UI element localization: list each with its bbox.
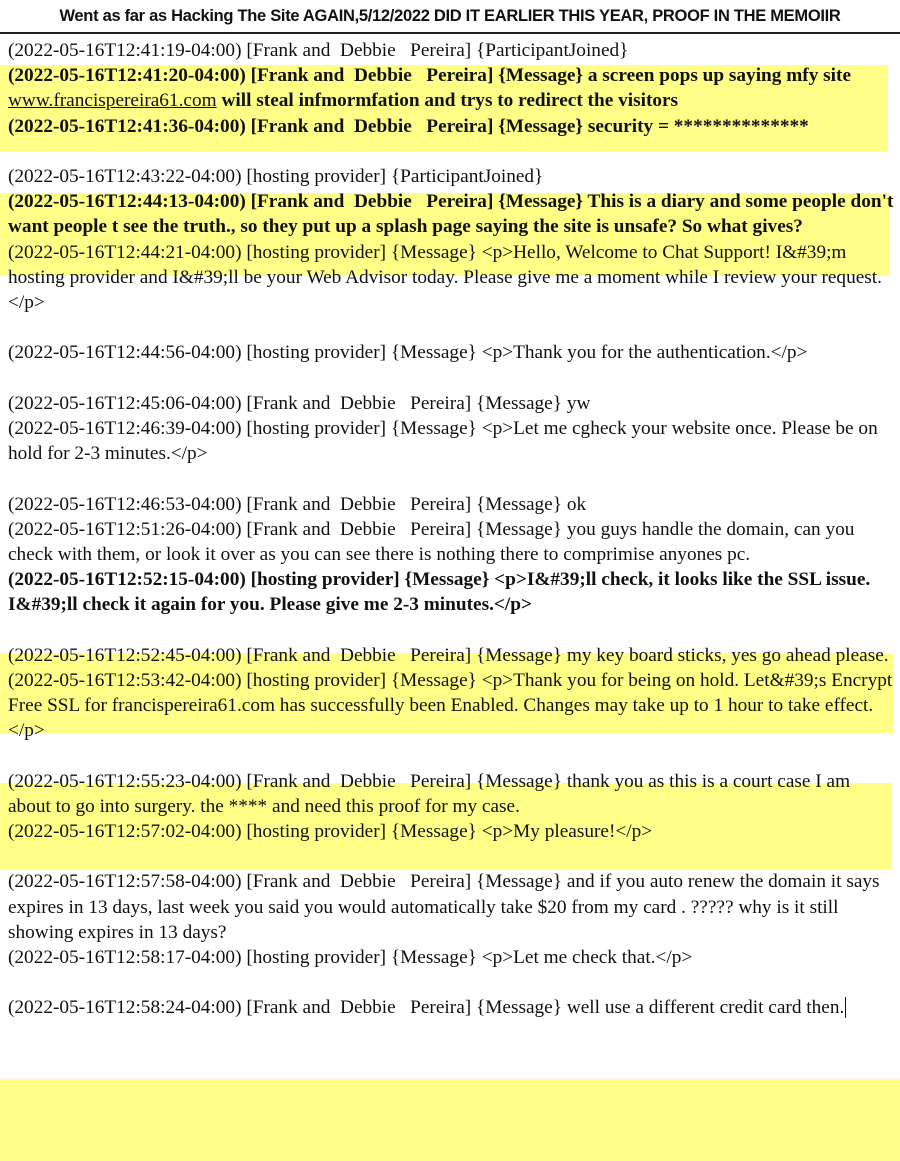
entry-event-type: {Message}: [390, 418, 477, 439]
entry-message: <p>Let me check that.</p>: [481, 947, 693, 969]
entry-event-type: {Message}: [498, 115, 584, 137]
entry-message: thank you as this is a court case I am about to go into surgery. the **** and need this proof for my case.: [8, 770, 851, 817]
entry-event-type: {Message}: [476, 871, 562, 893]
entry-message: This is a diary and some people don't want people t see the truth., so they put up a splash page saying the site is unsafe? So what gives?: [8, 191, 894, 238]
entry-message: yw: [566, 392, 591, 414]
entry-timestamp: (2022-05-16T12:46:53-04:00): [8, 493, 242, 515]
entry-message: <p>My pleasure!</p>: [481, 821, 653, 843]
entry-timestamp: (2022-05-16T12:41:36-04:00): [8, 115, 246, 137]
entry-participant: [Frank and Debbie Pereira]: [246, 392, 472, 414]
entry-timestamp: (2022-05-16T12:58:24-04:00): [8, 997, 242, 1019]
document-title: Went as far as Hacking The Site AGAIN,5/12/2022 DID IT EARLIER THIS YEAR, PROOF IN THE MEMOIIR: [0, 0, 900, 34]
entry-timestamp: (2022-05-16T12:52:15-04:00): [8, 569, 246, 591]
entry-participant: [Frank and Debbie Pereira]: [250, 191, 494, 213]
entry-timestamp: (2022-05-16T12:58:17-04:00): [8, 947, 242, 969]
entry-event-type: {Message}: [498, 65, 584, 87]
entry-event-type: {Message}: [390, 342, 477, 364]
entry-message: my key board sticks, yes go ahead please.: [566, 644, 889, 666]
entry-event-type: {Message}: [476, 493, 562, 515]
entry-participant: [hosting provider]: [246, 241, 387, 263]
log-entry: [8, 995, 896, 1020]
entry-timestamp: (2022-05-16T12:53:42-04:00): [8, 669, 242, 691]
chat-log: [8, 38, 896, 1021]
entry-timestamp: (2022-05-16T12:55:23-04:00): [8, 770, 242, 792]
entry-timestamp: (2022-05-16T12:41:20-04:00): [8, 65, 246, 87]
entry-message: a screen pops up saying mfy site: [587, 65, 852, 87]
entry-participant: [hosting provider]: [246, 418, 387, 439]
entry-message: ok: [566, 493, 587, 515]
entry-participant: [hosting provider]: [246, 947, 387, 969]
entry-event-type: {ParticipantJoined}: [476, 40, 629, 61]
log-entry: [8, 164, 896, 189]
entry-timestamp: (2022-05-16T12:52:45-04:00): [8, 644, 242, 666]
entry-event-type: {Message}: [476, 997, 562, 1019]
entry-event-type: {Message}: [498, 191, 584, 213]
entry-participant: [Frank and Debbie Pereira]: [246, 493, 472, 515]
site-link[interactable]: www.francispereira61.com: [8, 90, 217, 112]
entry-participant: [hosting provider]: [250, 569, 400, 591]
entry-participant: [Frank and Debbie Pereira]: [246, 40, 472, 61]
log-entry: [8, 240, 896, 316]
log-entry: [8, 819, 896, 844]
entry-event-type: {Message}: [476, 518, 562, 540]
log-entry: [8, 416, 896, 466]
entry-message: <p>I&#39;ll check, it looks like the SSL issue. I&#39;ll check it again for you. Please give me 2-3 minutes.</p>: [8, 569, 871, 616]
log-entry: [8, 114, 896, 139]
entry-message: <p>Thank you for the authentication.</p>: [481, 342, 808, 364]
entry-participant: [Frank and Debbie Pereira]: [246, 871, 472, 893]
log-entry: [8, 769, 896, 819]
entry-participant: [Frank and Debbie Pereira]: [246, 644, 472, 666]
entry-timestamp: (2022-05-16T12:44:21-04:00): [8, 241, 242, 263]
entry-participant: [hosting provider]: [246, 821, 387, 843]
log-entry: [8, 340, 896, 365]
entry-event-type: {Message}: [390, 669, 477, 691]
entry-timestamp: (2022-05-16T12:41:19-04:00): [8, 40, 242, 61]
entry-message: security = **************: [587, 115, 809, 137]
entry-event-type: {Message}: [476, 770, 562, 792]
entry-participant: [hosting provider]: [246, 342, 387, 364]
entry-participant: [Frank and Debbie Pereira]: [246, 997, 472, 1019]
entry-event-type: {Message}: [390, 947, 477, 969]
entry-participant: [Frank and Debbie Pereira]: [246, 770, 472, 792]
entry-participant: [hosting provider]: [246, 669, 387, 691]
entry-timestamp: (2022-05-16T12:51:26-04:00): [8, 518, 242, 540]
entry-event-type: {Message}: [404, 569, 490, 591]
log-entry: [8, 189, 896, 239]
log-entry: [8, 643, 896, 668]
entry-timestamp: (2022-05-16T12:45:06-04:00): [8, 392, 242, 414]
text-cursor: [845, 997, 846, 1018]
log-entry: [8, 63, 896, 113]
entry-event-type: {Message}: [476, 392, 562, 414]
entry-message: <p>Let me cgheck your website once. Please be on hold for 2-3 minutes.</p>: [8, 418, 878, 465]
log-entry: [8, 492, 896, 517]
entry-event-type: {Message}: [390, 241, 477, 263]
entry-message: <p>Hello, Welcome to Chat Support! I&#39;m hosting provider and I&#39;ll be your Web Advisor today. Please give me a moment while I review your request. </p>: [8, 241, 882, 314]
entry-timestamp: (2022-05-16T12:44:56-04:00): [8, 342, 242, 364]
log-entry: [8, 38, 896, 63]
entry-message: and if you auto renew the domain it says expires in 13 days, last week you said you would automatically take $20 from my card . ????? why is it still showing expires in 13 days?: [8, 871, 880, 943]
entry-event-type: {Message}: [390, 821, 477, 843]
entry-message: you guys handle the domain, can you check with them, or look it over as you can see there is nothing there to comprimise anyones pc.: [8, 518, 855, 565]
log-entry: [8, 869, 896, 945]
entry-participant: [hosting provider]: [246, 166, 387, 187]
entry-timestamp: (2022-05-16T12:44:13-04:00): [8, 191, 246, 213]
entry-participant: [Frank and Debbie Pereira]: [250, 115, 494, 137]
entry-timestamp: (2022-05-16T12:57:02-04:00): [8, 821, 242, 843]
entry-message-continued: will steal infmormfation and trys to redirect the visitors: [221, 90, 679, 112]
highlight-band: [0, 1079, 900, 1161]
log-entry: [8, 517, 896, 567]
entry-timestamp: (2022-05-16T12:43:22-04:00): [8, 166, 242, 187]
entry-message: <p>Thank you for being on hold. Let&#39;s Encrypt Free SSL for francispereira61.com has successfully been Enabled. Changes may take up to 1 hour to take effect.</p>: [8, 669, 893, 742]
log-entry: [8, 567, 896, 617]
log-entry: [8, 668, 896, 744]
entry-event-type: {Message}: [476, 644, 562, 666]
entry-timestamp: (2022-05-16T12:46:39-04:00): [8, 418, 242, 439]
log-entry: [8, 945, 896, 970]
entry-message: well use a different credit card then.: [566, 997, 845, 1019]
entry-participant: [Frank and Debbie Pereira]: [246, 518, 472, 540]
entry-participant: [Frank and Debbie Pereira]: [250, 65, 494, 87]
entry-timestamp: (2022-05-16T12:57:58-04:00): [8, 871, 242, 893]
log-entry: [8, 391, 896, 416]
entry-event-type: {ParticipantJoined}: [390, 166, 544, 187]
